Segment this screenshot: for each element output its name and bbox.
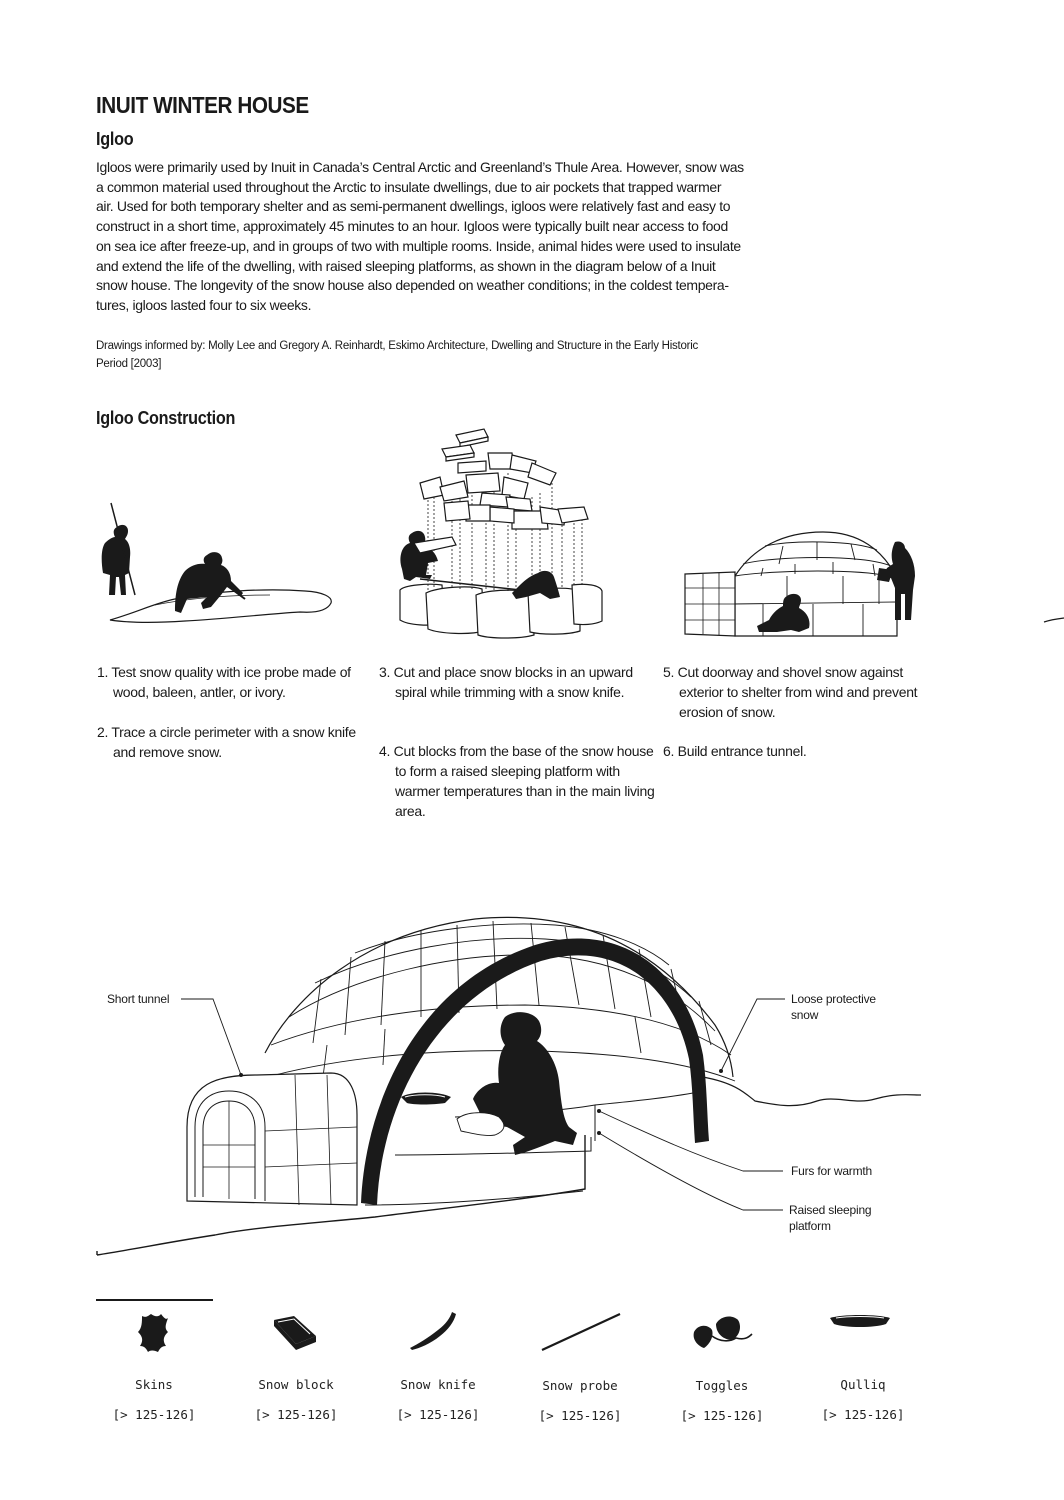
step-2: 2. Trace a circle perimeter with a snow knife and remove snow. [97,724,356,760]
snow-probe-icon [540,1312,622,1352]
snow-block-icon [270,1314,320,1350]
divider [96,1299,213,1301]
tool-label-snow-knife [368,1362,508,1437]
tool-ref: [> 125-126] [112,1407,196,1422]
step-4: 4. Cut blocks from the base of the snow house to form a raised sleeping platform with warmer temperatures than in the main living area. [379,743,655,819]
intro-paragraph: Igloos were primarily used by Inuit in Canada’s Central Arctic and Greenland’s Thule Area. However, snow was a common material used throughout the Arctic to insulate dwellings, due to air pockets that trapped warmer air. Used for both temporary shelter and as semi-permanent dwellings, igloos were relatively fast and easy to construct in a short time, approximately 45 minutes to an hour. Igloos were typically built near access to food on sea ice after freeze-up, and in groups of two with multiple rooms. Inside, animal hides were used to insulate and extend the life of the dwelling, with raised sleeping platforms, as shown in the diagram below of a Inuit snow house. The longevity of the snow house also depended on weather conditions; in the coldest tempera- tures, igloos lasted four to six weeks. [96,159,744,313]
margin-mark [1040,610,1064,630]
drawing-credit: Drawings informed by: Molly Lee and Gregory A. Reinhardt, Eskimo Architecture, Dwelling and Structure in the Early Historic Period [2003] [96,340,699,370]
tool-name: Skins [135,1377,173,1392]
tool-ref: [> 125-126] [680,1408,764,1423]
callout-furs: Furs for warmth [791,1164,873,1178]
step-1: 1. Test snow quality with ice probe made of wood, baleen, antler, or ivory. [97,664,351,700]
tool-name: Qulliq [840,1377,886,1392]
tool-ref: [> 125-126] [254,1407,338,1422]
tool-name: Snow probe [542,1378,618,1393]
tool-ref: [> 125-126] [396,1407,480,1422]
illustration-igloo-exterior [683,528,923,638]
construction-heading: Igloo Construction [96,408,236,428]
tool-label-snow-probe [510,1363,650,1438]
skin-icon [134,1312,174,1354]
step-6: 6. Build entrance tunnel. [663,743,807,759]
callout-loose-snow: Loose protective snow [791,992,876,1022]
page-subtitle: Igloo [96,129,134,149]
tool-ref: [> 125-126] [538,1408,622,1423]
callout-platform: Raised sleeping platform [789,1203,872,1233]
tool-name: Snow block [258,1377,334,1392]
tool-ref: [> 125-126] [821,1407,905,1422]
tool-label-qulliq [793,1362,933,1437]
tool-label-toggles [652,1363,792,1438]
toggles-icon [690,1310,760,1354]
snow-knife-icon [408,1308,458,1352]
page-title: INUIT WINTER HOUSE [96,92,309,118]
tool-label-snow-block [226,1362,366,1437]
callout-short-tunnel: Short tunnel [107,992,170,1006]
step-3: 3. Cut and place snow blocks in an upward spiral while trimming with a snow knife. [379,664,633,700]
illustration-snow-testing [95,495,340,630]
qulliq-icon [828,1312,892,1332]
tool-label-skins [84,1362,224,1437]
tool-name: Snow knife [400,1377,476,1392]
illustration-block-spiral [390,425,610,643]
tool-name: Toggles [695,1378,749,1393]
step-5: 5. Cut doorway and shovel snow against exterior to shelter from wind and prevent erosion of snow. [663,664,918,720]
